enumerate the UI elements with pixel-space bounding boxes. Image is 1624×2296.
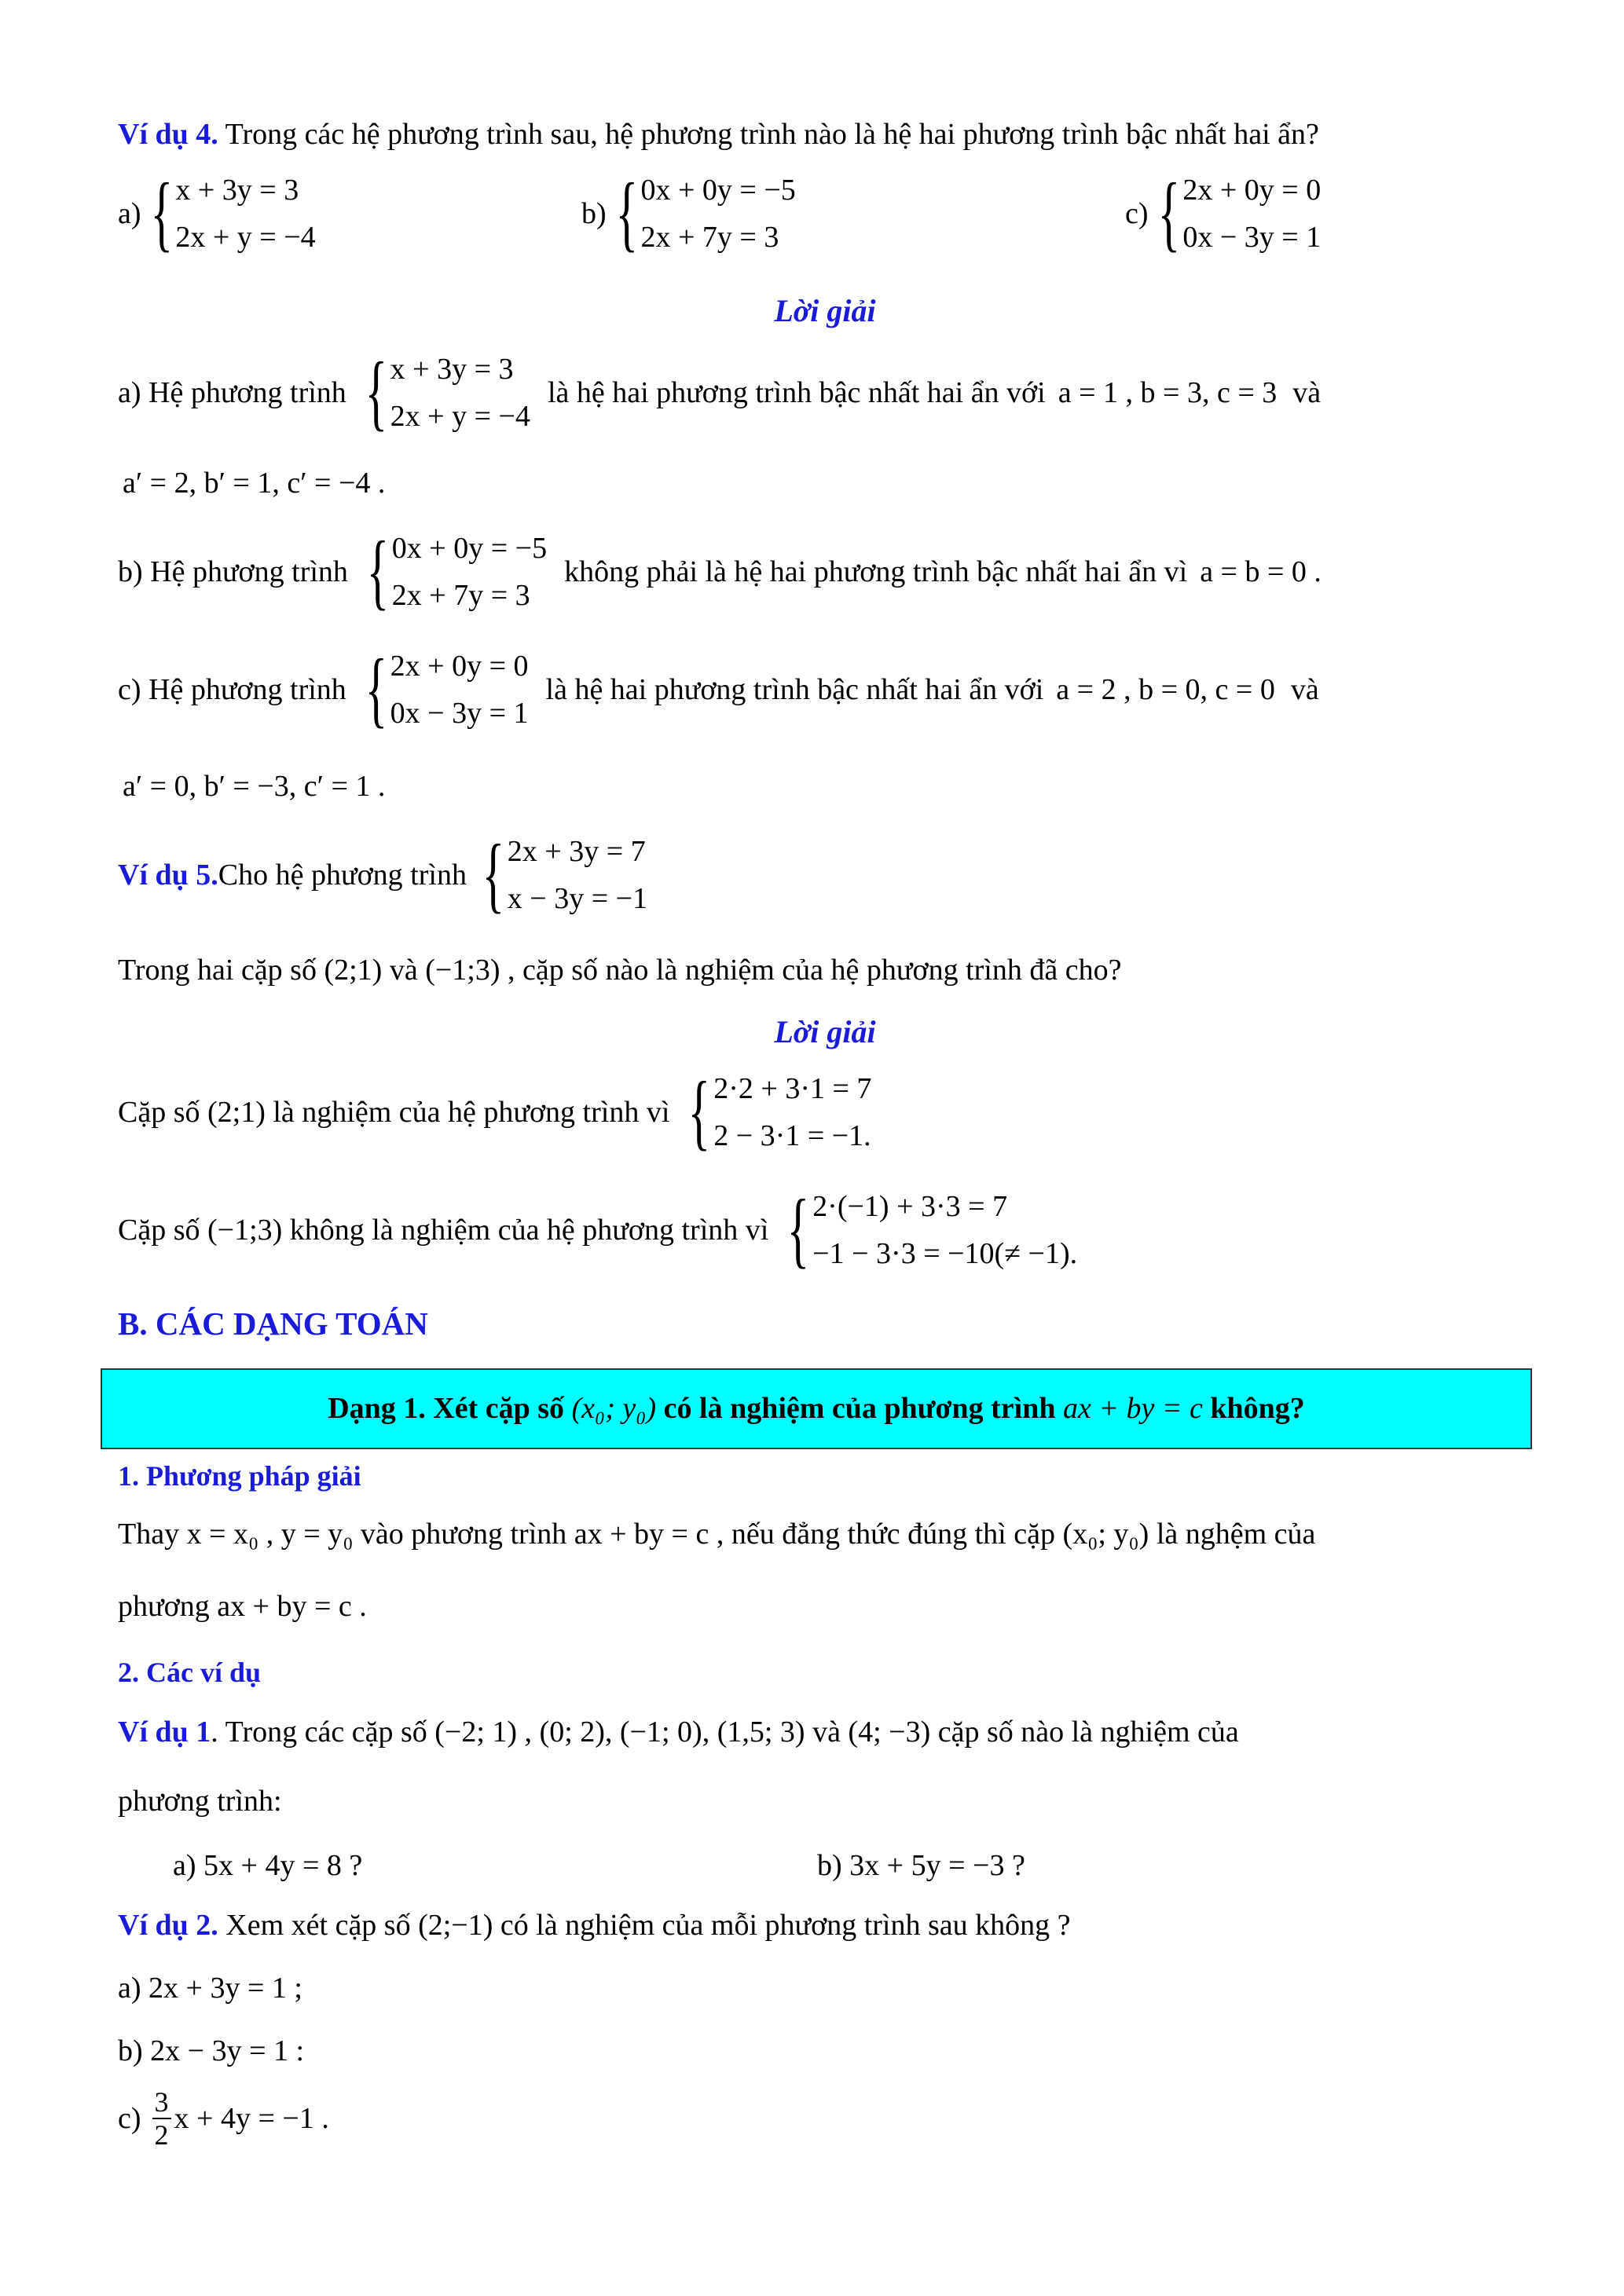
math-values: a = 1 , b = 3, c = 3: [1058, 376, 1278, 409]
solution-title: Lời giải: [774, 1014, 876, 1049]
solution-text: là hệ hai phương trình bậc nhất hai ẩn với: [547, 376, 1046, 409]
example-2-option-c: [118, 2086, 329, 2151]
topic-banner: [101, 1368, 1532, 1449]
solution-4a-values: a′ = 2, b′ = 1, c′ = −4 .: [123, 467, 386, 500]
section-heading: B. CÁC DẠNG TOÁN: [118, 1305, 428, 1342]
solution-5-line-1: [118, 1065, 871, 1159]
method-line-2: phương ax + by = c .: [118, 1590, 367, 1623]
banner-math: (x₀; y₀): [571, 1392, 657, 1425]
equation: 0x + 0y = −5: [391, 532, 548, 565]
example-4-option-c: [1125, 167, 1321, 261]
equation: 0x + 0y = −5: [640, 174, 796, 207]
solution-text: không phải là hệ hai phương trình bậc nhất hai ẩn vì: [564, 555, 1188, 588]
example-4-option-a: [118, 167, 316, 261]
banner-math: ax + by = c: [1063, 1392, 1203, 1425]
method-title: 1. Phương pháp giải: [118, 1460, 361, 1492]
solution-title: Lời giải: [774, 293, 876, 328]
left-brace-icon: {: [365, 643, 387, 736]
fraction: [152, 2086, 171, 2151]
left-brace-icon: {: [365, 346, 387, 439]
equation: 2x + 7y = 3: [640, 221, 779, 254]
example-5-label: Ví dụ 5.: [118, 859, 218, 892]
equation: 2·(−1) + 3·3 = 7: [812, 1190, 1008, 1223]
example-2-option-b: b) 2x − 3y = 1 :: [118, 2034, 305, 2067]
solution-4a: [118, 346, 1321, 440]
example-2-text: Xem xét cặp số (2;−1) có là nghiệm của mỗi phương trình sau không ?: [218, 1909, 1071, 1942]
left-brace-icon: {: [366, 525, 390, 618]
left-brace-icon: {: [688, 1065, 711, 1159]
left-brace-icon: {: [482, 828, 505, 921]
example-2-option-a: a) 2x + 3y = 1 ;: [118, 1972, 302, 2005]
solution-4c-values: a′ = 0, b′ = −3, c′ = 1 .: [123, 770, 386, 803]
example-1-line-2: phương trình:: [118, 1785, 282, 1818]
example-5-question: Trong hai cặp số (2;1) và (−1;3) , cặp số nào là nghiệm của hệ phương trình đã cho?: [118, 954, 1122, 987]
document-page: [118, 0, 1532, 2296]
solution-5-line-2: [118, 1183, 1077, 1277]
solution-4b: [118, 525, 1322, 619]
banner-text: không?: [1202, 1392, 1305, 1425]
option-b-label: b): [581, 197, 607, 230]
example-4-option-b: [581, 167, 796, 261]
equation: 2x + 3y = 7: [507, 835, 646, 868]
equation: 2x + 0y = 0: [390, 650, 529, 683]
equation: x + 4y = −1 .: [174, 2102, 329, 2135]
example-4-text: Trong các hệ phương trình sau, hệ phương trình nào là hệ hai phương trình bậc nhất hai ẩn?: [218, 118, 1319, 151]
example-1-text: . Trong các cặp số (−2; 1) , (0; 2), (−1; 0), (1,5; 3) và (4; −3) cặp số nào là nghiệm của: [211, 1716, 1239, 1749]
banner-text: có là nghiệm của phương trình: [656, 1392, 1064, 1425]
example-2-label: Ví dụ 2.: [118, 1909, 218, 1942]
example-1-label: Ví dụ 1: [118, 1716, 211, 1749]
equation: x + 3y = 3: [390, 353, 514, 386]
solution-text: b) Hệ phương trình: [118, 555, 348, 588]
equation: 0x − 3y = 1: [1182, 221, 1322, 254]
equation: 2·2 + 3·1 = 7: [713, 1072, 872, 1105]
solution-4c: [118, 643, 1319, 737]
example-5: [118, 828, 647, 922]
solution-text: a) Hệ phương trình: [118, 376, 346, 409]
example-1-line: [118, 1714, 1239, 1750]
equation: x − 3y = −1: [507, 882, 648, 915]
solution-text: Cặp số (−1;3) không là nghiệm của hệ phương trình vì: [118, 1214, 769, 1247]
math-values: a = b = 0 .: [1200, 555, 1322, 588]
equation: 2x + y = −4: [175, 221, 316, 254]
solution-text: Cặp số (2;1) là nghiệm của hệ phương trình vì: [118, 1096, 670, 1129]
option-c-label: c): [1125, 197, 1149, 230]
equation: 0x − 3y = 1: [390, 697, 529, 730]
option-c-label: c): [118, 2102, 141, 2135]
equation: 2 − 3·1 = −1.: [713, 1119, 871, 1152]
solution-text: và: [1292, 376, 1322, 409]
examples-title: 2. Các ví dụ: [118, 1657, 262, 1688]
fraction-denominator: 2: [154, 2119, 169, 2151]
equation: 2x + y = −4: [390, 400, 530, 433]
equation: 2x + 7y = 3: [391, 579, 530, 612]
example-2-line: [118, 1907, 1071, 1943]
banner-text: Dạng 1. Xét cặp số: [328, 1392, 572, 1425]
example-5-text: Cho hệ phương trình: [218, 859, 467, 892]
math-values: a = 2 , b = 0, c = 0: [1056, 673, 1275, 706]
fraction-numerator: 3: [152, 2086, 171, 2119]
solution-text: là hệ hai phương trình bậc nhất hai ẩn với: [545, 673, 1044, 706]
example-1-option-a: a) 5x + 4y = 8 ?: [173, 1849, 363, 1882]
left-brace-icon: {: [150, 167, 173, 260]
equation: −1 − 3·3 = −10(≠ −1).: [812, 1237, 1078, 1270]
equation: 2x + 0y = 0: [1182, 174, 1322, 207]
example-1-option-b: b) 3x + 5y = −3 ?: [817, 1849, 1025, 1882]
method-line-1: Thay x = x₀ , y = y₀ vào phương trình ax + by = c , nếu đẳng thức đúng thì cặp (x₀; y₀) là nghệm của: [118, 1518, 1316, 1551]
left-brace-icon: {: [786, 1183, 810, 1276]
equation: x + 3y = 3: [175, 174, 299, 207]
option-a-label: a): [118, 197, 141, 230]
solution-text: c) Hệ phương trình: [118, 673, 346, 706]
example-4-label: Ví dụ 4.: [118, 118, 218, 151]
left-brace-icon: {: [1157, 167, 1180, 260]
left-brace-icon: {: [615, 167, 638, 260]
solution-text: và: [1290, 673, 1319, 706]
example-4-heading: [118, 116, 1319, 152]
